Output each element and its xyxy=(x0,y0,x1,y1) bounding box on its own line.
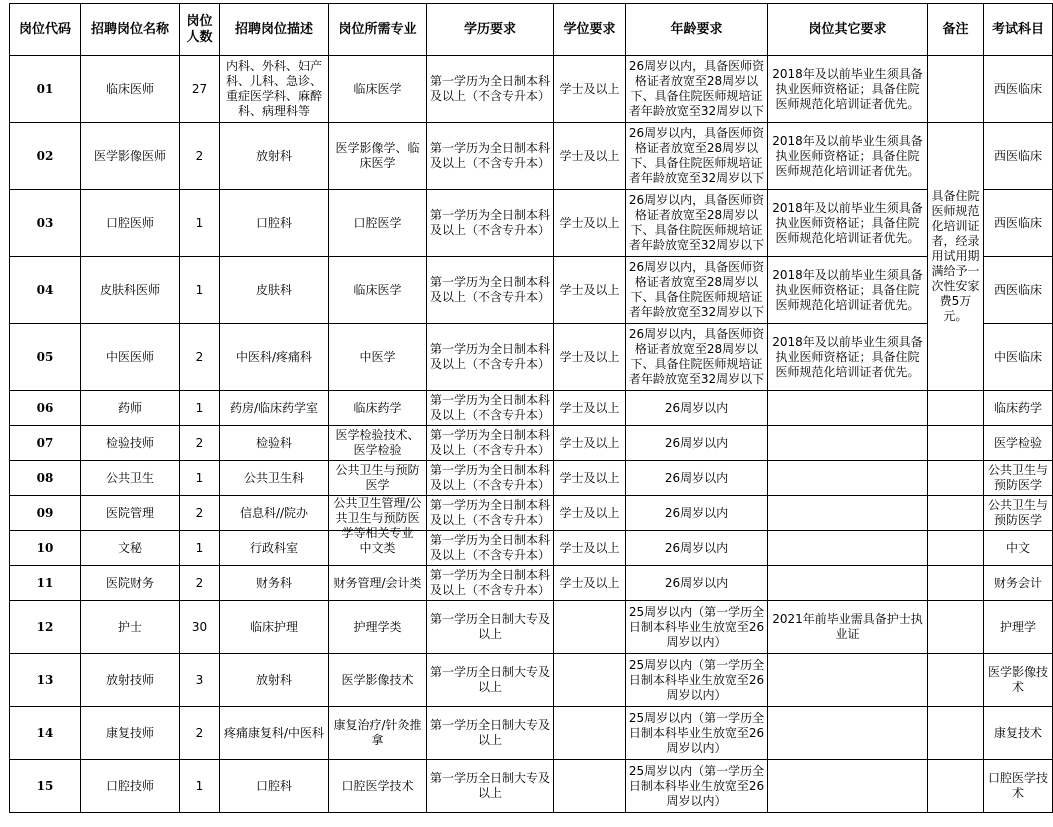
cell-major: 临床药学 xyxy=(353,400,402,415)
cell-age: 26周岁以内 xyxy=(626,391,768,426)
cell-age: 25周岁以内（第一学历全日制本科毕业生放宽至26周岁以内） xyxy=(626,654,768,707)
cell-edu: 第一学历为全日制本科及以上（不含专升本） xyxy=(429,533,550,562)
cell-exam: 医学影像技术 xyxy=(984,654,1053,707)
table-row xyxy=(10,426,1053,461)
cell-code: 14 xyxy=(10,707,81,760)
cell-exam: 口腔医学技术 xyxy=(984,760,1053,813)
cell-other: 2018年及以前毕业生须具备执业医师资格证；具备住院医师规范化培训证者优先。 xyxy=(772,200,923,245)
cell-degree: 学士及以上 xyxy=(554,426,626,461)
cell-other: 2021年前毕业需具备护士执业证 xyxy=(768,601,928,654)
cell-exam: 中文 xyxy=(984,531,1053,566)
cell-other xyxy=(768,654,928,707)
cell-edu: 第一学历为全日制本科及以上（不含专升本） xyxy=(427,324,554,391)
cell-note xyxy=(928,707,984,760)
cell-code: 04 xyxy=(10,257,81,324)
cell-note xyxy=(928,601,984,654)
cell-degree: 学士及以上 xyxy=(554,190,626,257)
cell-code: 09 xyxy=(10,496,81,531)
cell-code: 01 xyxy=(10,56,81,123)
header-other: 岗位其它要求 xyxy=(768,4,928,56)
cell-name: 口腔技师 xyxy=(81,760,180,813)
cell-code: 08 xyxy=(10,461,81,496)
cell-name: 放射技师 xyxy=(81,654,180,707)
cell-code: 13 xyxy=(10,654,81,707)
cell-major: 临床医学 xyxy=(329,56,427,123)
cell-count: 1 xyxy=(180,391,220,426)
header-desc: 招聘岗位描述 xyxy=(220,4,329,56)
cell-other xyxy=(768,461,928,496)
table-row xyxy=(10,56,1053,123)
cell-name: 药师 xyxy=(81,391,180,426)
cell-edu: 第一学历为全日制本科及以上（不含专升本） xyxy=(427,190,554,257)
table-row xyxy=(10,461,1053,496)
cell-degree: 学士及以上 xyxy=(554,566,626,601)
cell-count: 2 xyxy=(180,566,220,601)
header-major: 岗位所需专业 xyxy=(329,4,427,56)
cell-major: 医学检验技术、医学检验 xyxy=(335,428,420,457)
cell-count: 2 xyxy=(180,426,220,461)
cell-name: 口腔医师 xyxy=(81,190,180,257)
cell-desc: 口腔科 xyxy=(220,760,329,813)
cell-count: 1 xyxy=(180,760,220,813)
cell-note xyxy=(928,566,984,601)
recruitment-table xyxy=(9,3,1053,813)
cell-code: 15 xyxy=(10,760,81,813)
cell-code: 05 xyxy=(10,324,81,391)
header-degree: 学位要求 xyxy=(554,4,626,56)
cell-degree xyxy=(554,707,626,760)
cell-note xyxy=(928,461,984,496)
cell-desc: 中医科/疼痛科 xyxy=(220,324,329,391)
cell-degree xyxy=(554,601,626,654)
cell-other: 2018年及以前毕业生须具备执业医师资格证；具备住院医师规范化培训证者优先。 xyxy=(772,66,923,111)
cell-major: 口腔医学技术 xyxy=(329,760,427,813)
cell-edu: 第一学历为全日制本科及以上（不含专升本） xyxy=(427,123,554,190)
cell-name: 公共卫生 xyxy=(81,461,180,496)
cell-major: 康复治疗/针灸推拿 xyxy=(329,707,427,760)
cell-exam: 康复技术 xyxy=(984,707,1053,760)
cell-major: 临床医学 xyxy=(329,257,427,324)
cell-age: 26周岁以内，具备医师资格证者放宽至28周岁以下、具备住院医师规培证者年龄放宽至32周岁以下 xyxy=(628,327,765,386)
cell-major: 公共卫生与预防医学 xyxy=(335,463,420,492)
cell-code: 11 xyxy=(10,566,81,601)
cell-degree: 学士及以上 xyxy=(554,496,626,531)
cell-note xyxy=(928,391,984,426)
cell-major: 医学影像学、临床医学 xyxy=(329,123,427,190)
cell-exam: 西医临床 xyxy=(984,190,1053,257)
cell-note-shared: 具备住院医师规范化培训证者，经录用试用期满给予一次性安家费5万元。 xyxy=(928,123,984,391)
cell-other: 2018年及以前毕业生须具备执业医师资格证；具备住院医师规范化培训证者优先。 xyxy=(772,133,923,178)
table-row xyxy=(10,566,1053,601)
cell-count: 2 xyxy=(180,707,220,760)
cell-name: 中医医师 xyxy=(81,324,180,391)
cell-count: 1 xyxy=(180,531,220,566)
table-row xyxy=(10,654,1053,707)
cell-count: 2 xyxy=(180,324,220,391)
table-row xyxy=(10,760,1053,813)
cell-edu: 第一学历全日制大专及以上 xyxy=(427,760,554,813)
header-name: 招聘岗位名称 xyxy=(81,4,180,56)
header-code: 岗位代码 xyxy=(10,4,81,56)
cell-note xyxy=(928,531,984,566)
cell-name: 文秘 xyxy=(81,531,180,566)
cell-edu: 第一学历全日制大专及以上 xyxy=(427,707,554,760)
cell-other xyxy=(768,566,928,601)
cell-age: 25周岁以内（第一学历全日制本科毕业生放宽至26周岁以内） xyxy=(626,760,768,813)
cell-other: 2018年及以前毕业生须具备执业医师资格证；具备住院医师规范化培训证者优先。 xyxy=(772,334,923,379)
cell-major: 医学影像技术 xyxy=(329,654,427,707)
header-note: 备注 xyxy=(928,4,984,56)
cell-other xyxy=(768,531,928,566)
cell-edu: 第一学历为全日制本科及以上（不含专升本） xyxy=(429,463,550,492)
cell-count: 3 xyxy=(180,654,220,707)
cell-age: 26周岁以内 xyxy=(626,426,768,461)
header-edu: 学历要求 xyxy=(427,4,554,56)
cell-note xyxy=(928,56,984,123)
cell-count: 30 xyxy=(180,601,220,654)
cell-age: 26周岁以内，具备医师资格证者放宽至28周岁以下、具备住院医师规培证者年龄放宽至32周岁以下 xyxy=(628,59,765,118)
cell-name: 医院财务 xyxy=(81,566,180,601)
cell-exam: 西医临床 xyxy=(984,257,1053,324)
cell-major: 中医学 xyxy=(329,324,427,391)
cell-count: 2 xyxy=(180,496,220,531)
cell-code: 07 xyxy=(10,426,81,461)
cell-edu: 第一学历为全日制本科及以上（不含专升本） xyxy=(429,498,550,527)
cell-count: 27 xyxy=(180,56,220,123)
cell-other xyxy=(768,496,928,531)
cell-other xyxy=(768,707,928,760)
table-row xyxy=(10,324,1053,391)
cell-note xyxy=(928,426,984,461)
header-exam: 考试科目 xyxy=(984,4,1053,56)
cell-age: 25周岁以内（第一学历全日制本科毕业生放宽至26周岁以内） xyxy=(626,601,768,654)
cell-exam: 财务会计 xyxy=(984,566,1053,601)
header-age: 年龄要求 xyxy=(626,4,768,56)
table-row xyxy=(10,601,1053,654)
table-row xyxy=(10,391,1053,426)
cell-edu: 第一学历为全日制本科及以上（不含专升本） xyxy=(429,393,550,422)
cell-note xyxy=(928,654,984,707)
cell-exam: 公共卫生与预防医学 xyxy=(984,461,1053,496)
cell-age: 26周岁以内 xyxy=(626,461,768,496)
cell-name: 护士 xyxy=(81,601,180,654)
cell-desc: 药房/临床药学室 xyxy=(220,391,329,426)
cell-age: 25周岁以内（第一学历全日制本科毕业生放宽至26周岁以内） xyxy=(626,707,768,760)
cell-age: 26周岁以内 xyxy=(626,496,768,531)
cell-edu: 第一学历全日制大专及以上 xyxy=(427,654,554,707)
header-count: 岗位人数 xyxy=(180,4,220,56)
cell-major: 财务管理/会计类 xyxy=(333,575,422,590)
cell-edu: 第一学历为全日制本科及以上（不含专升本） xyxy=(429,428,550,457)
cell-age: 26周岁以内，具备医师资格证者放宽至28周岁以下、具备住院医师规培证者年龄放宽至32周岁以下 xyxy=(628,126,765,185)
cell-desc: 公共卫生科 xyxy=(220,461,329,496)
cell-edu: 第一学历全日制大专及以上 xyxy=(427,601,554,654)
table-row xyxy=(10,123,1053,190)
cell-edu: 第一学历为全日制本科及以上（不含专升本） xyxy=(429,568,550,597)
cell-code: 10 xyxy=(10,531,81,566)
cell-name: 康复技师 xyxy=(81,707,180,760)
cell-note xyxy=(928,496,984,531)
table-row xyxy=(10,496,1053,531)
cell-edu: 第一学历为全日制本科及以上（不含专升本） xyxy=(427,56,554,123)
cell-exam: 医学检验 xyxy=(984,426,1053,461)
cell-degree xyxy=(554,654,626,707)
cell-edu: 第一学历为全日制本科及以上（不含专升本） xyxy=(427,257,554,324)
cell-major: 口腔医学 xyxy=(329,190,427,257)
header-row xyxy=(10,4,1053,56)
table-row xyxy=(10,190,1053,257)
cell-major: 中文类 xyxy=(359,540,396,555)
cell-desc: 皮肤科 xyxy=(220,257,329,324)
cell-code: 06 xyxy=(10,391,81,426)
cell-desc: 疼痛康复科/中医科 xyxy=(220,707,329,760)
cell-desc: 检验科 xyxy=(220,426,329,461)
cell-exam: 护理学 xyxy=(984,601,1053,654)
cell-desc: 行政科室 xyxy=(220,531,329,566)
cell-age: 26周岁以内 xyxy=(626,566,768,601)
table-row xyxy=(10,531,1053,566)
cell-degree: 学士及以上 xyxy=(554,257,626,324)
cell-other xyxy=(768,760,928,813)
cell-age: 26周岁以内 xyxy=(626,531,768,566)
cell-desc: 内科、外科、妇产科、儿科、急诊、重症医学科、麻醉科、病理科等 xyxy=(225,59,322,118)
cell-desc: 财务科 xyxy=(220,566,329,601)
cell-code: 12 xyxy=(10,601,81,654)
table-row xyxy=(10,707,1053,760)
cell-count: 1 xyxy=(180,257,220,324)
cell-desc: 放射科 xyxy=(220,654,329,707)
cell-note xyxy=(928,760,984,813)
cell-other: 2018年及以前毕业生须具备执业医师资格证；具备住院医师规范化培训证者优先。 xyxy=(772,267,923,312)
cell-degree: 学士及以上 xyxy=(554,324,626,391)
cell-name: 临床医师 xyxy=(81,56,180,123)
cell-degree: 学士及以上 xyxy=(554,391,626,426)
cell-degree: 学士及以上 xyxy=(554,123,626,190)
cell-exam: 中医临床 xyxy=(984,324,1053,391)
cell-major: 公共卫生管理/公共卫生与预防医学等相关专业 xyxy=(333,496,422,540)
cell-name: 皮肤科医师 xyxy=(81,257,180,324)
cell-exam: 公共卫生与预防医学 xyxy=(984,496,1053,531)
cell-major: 护理学类 xyxy=(329,601,427,654)
cell-name: 医院管理 xyxy=(81,496,180,531)
cell-exam: 西医临床 xyxy=(984,123,1053,190)
cell-other xyxy=(768,391,928,426)
cell-code: 03 xyxy=(10,190,81,257)
table-row xyxy=(10,257,1053,324)
cell-count: 1 xyxy=(180,190,220,257)
cell-age: 26周岁以内，具备医师资格证者放宽至28周岁以下、具备住院医师规培证者年龄放宽至32周岁以下 xyxy=(628,193,765,252)
cell-degree: 学士及以上 xyxy=(554,531,626,566)
cell-name: 医学影像医师 xyxy=(81,123,180,190)
cell-desc: 信息科//院办 xyxy=(220,496,329,531)
cell-desc: 口腔科 xyxy=(220,190,329,257)
cell-desc: 临床护理 xyxy=(220,601,329,654)
cell-count: 1 xyxy=(180,461,220,496)
cell-exam: 西医临床 xyxy=(984,56,1053,123)
cell-desc: 放射科 xyxy=(220,123,329,190)
cell-other xyxy=(768,426,928,461)
cell-count: 2 xyxy=(180,123,220,190)
cell-degree: 学士及以上 xyxy=(554,56,626,123)
cell-exam: 临床药学 xyxy=(984,391,1053,426)
cell-code: 02 xyxy=(10,123,81,190)
cell-name: 检验技师 xyxy=(81,426,180,461)
cell-degree xyxy=(554,760,626,813)
cell-degree: 学士及以上 xyxy=(554,461,626,496)
cell-age: 26周岁以内，具备医师资格证者放宽至28周岁以下、具备住院医师规培证者年龄放宽至32周岁以下 xyxy=(628,260,765,319)
